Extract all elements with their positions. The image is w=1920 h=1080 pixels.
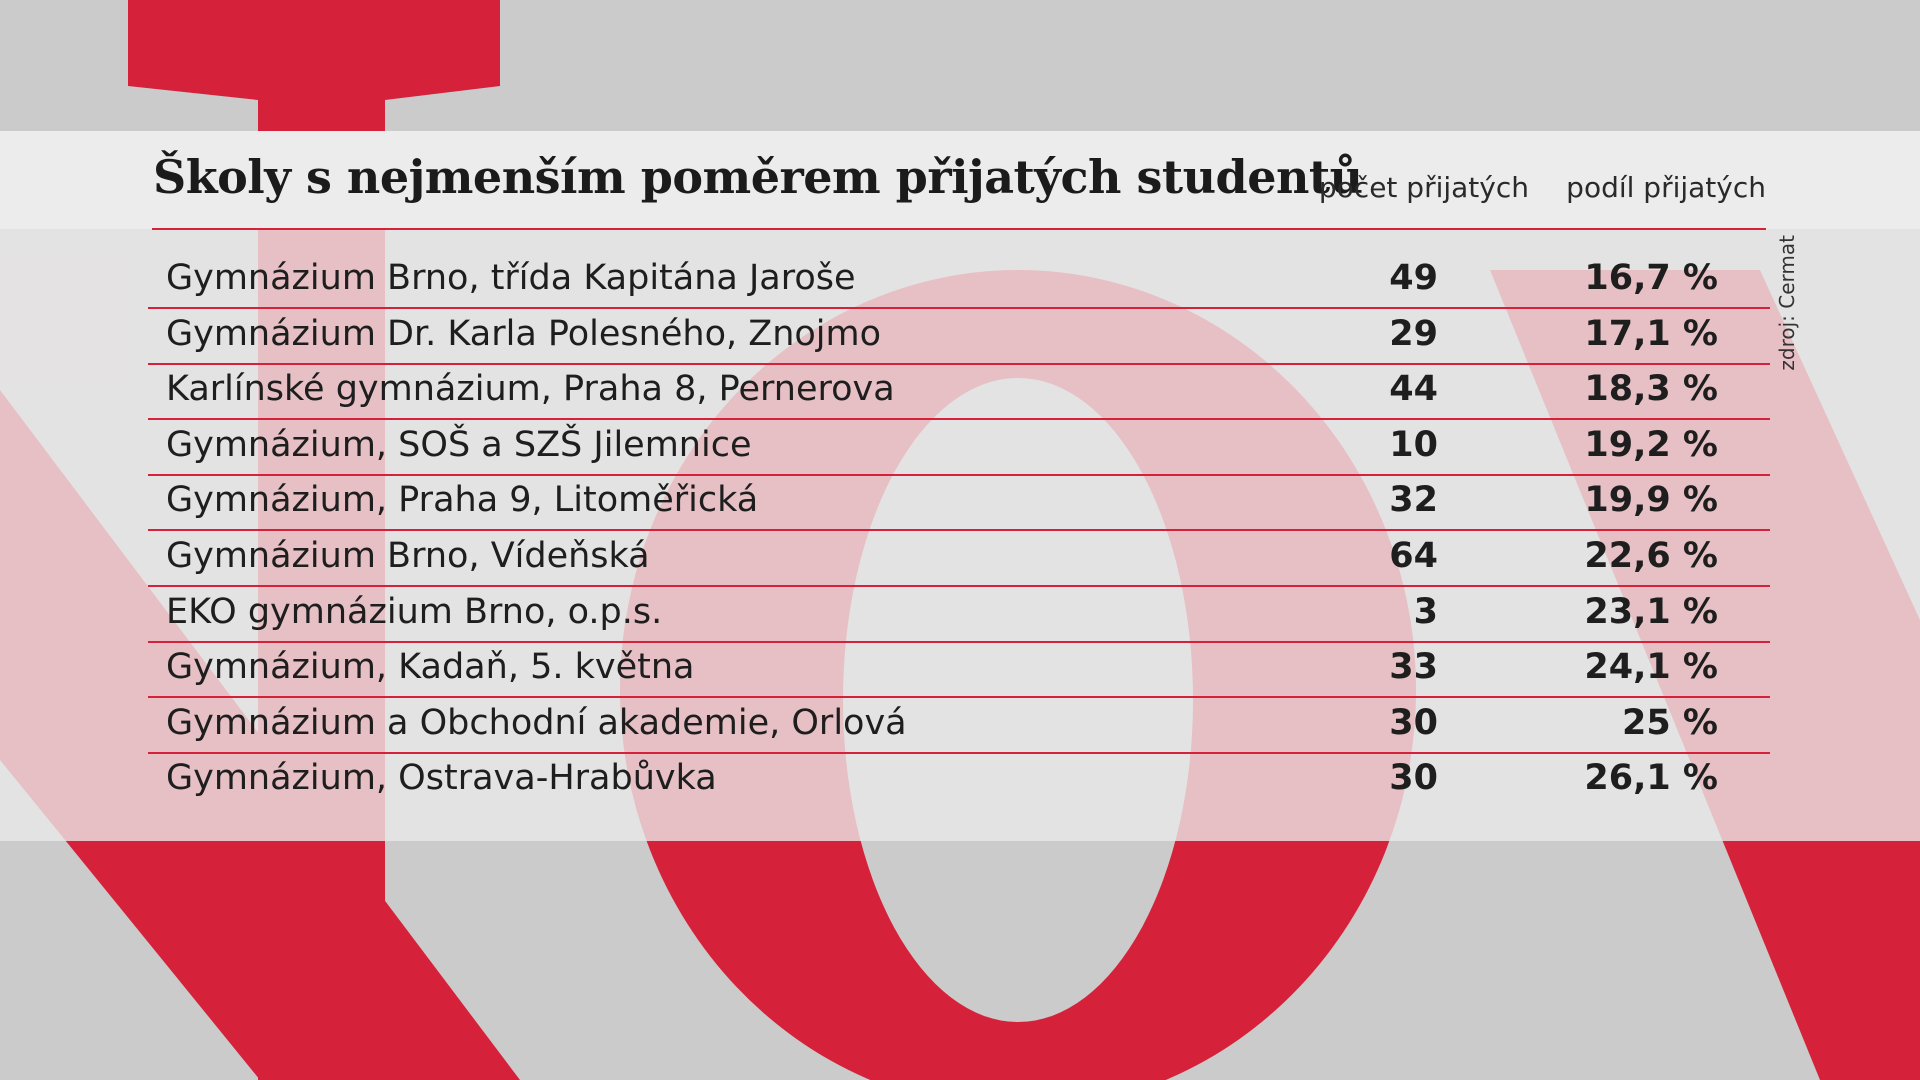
- accepted-count: 30: [1389, 702, 1438, 743]
- accepted-count: 3: [1413, 591, 1438, 632]
- table-row: [0, 528, 1920, 584]
- school-name: Gymnázium Brno, třída Kapitána Jaroše: [166, 258, 856, 298]
- accepted-share: 19,9 %: [1584, 480, 1718, 521]
- table-row: [0, 472, 1920, 528]
- accepted-share: 16,7 %: [1584, 258, 1718, 298]
- accepted-count: 33: [1389, 647, 1438, 688]
- school-name: Gymnázium, SOŠ a SZŠ Jilemnice: [166, 424, 752, 465]
- table-row: [0, 250, 1920, 306]
- accepted-count: 32: [1389, 480, 1438, 521]
- table-row: [0, 417, 1920, 473]
- accepted-share: 23,1 %: [1584, 591, 1718, 632]
- accepted-share: 18,3 %: [1584, 369, 1718, 410]
- table-row: [0, 584, 1920, 640]
- source-text: zdroj: Cermat: [1775, 235, 1799, 371]
- accepted-share: 22,6 %: [1584, 536, 1718, 576]
- accepted-share: 24,1 %: [1584, 647, 1718, 688]
- accepted-share: 26,1 %: [1584, 758, 1718, 799]
- school-name: Gymnázium Brno, Vídeňská: [166, 536, 650, 576]
- accepted-count: 29: [1389, 313, 1438, 354]
- school-name: Gymnázium, Ostrava-Hrabůvka: [166, 758, 717, 799]
- table-row: [0, 361, 1920, 417]
- school-name: Gymnázium Dr. Karla Polesného, Znojmo: [166, 313, 882, 354]
- table-row: [0, 750, 1920, 806]
- accepted-count: 44: [1389, 369, 1438, 410]
- accepted-count: 49: [1389, 258, 1438, 298]
- table-row: [0, 306, 1920, 362]
- school-name: EKO gymnázium Brno, o.p.s.: [166, 591, 663, 632]
- table-row: [0, 695, 1920, 751]
- accepted-count: 10: [1389, 424, 1438, 465]
- accepted-share: 25 %: [1622, 702, 1718, 743]
- accepted-count: 30: [1389, 758, 1438, 799]
- accepted-share: 17,1 %: [1584, 313, 1718, 354]
- column-header-count: počet přijatých: [1318, 171, 1529, 204]
- page-title: Školy s nejmenším poměrem přijatých studentů: [153, 150, 1363, 204]
- school-name: Gymnázium a Obchodní akademie, Orlová: [166, 702, 907, 743]
- accepted-count: 64: [1389, 536, 1438, 576]
- column-header-share: podíl přijatých: [1566, 171, 1766, 204]
- accepted-share: 19,2 %: [1584, 424, 1718, 465]
- header-divider: [152, 228, 1766, 230]
- school-name: Karlínské gymnázium, Praha 8, Pernerova: [166, 369, 895, 410]
- school-name: Gymnázium, Praha 9, Litoměřická: [166, 480, 759, 521]
- table-row: [0, 639, 1920, 695]
- school-name: Gymnázium, Kadaň, 5. května: [166, 647, 695, 688]
